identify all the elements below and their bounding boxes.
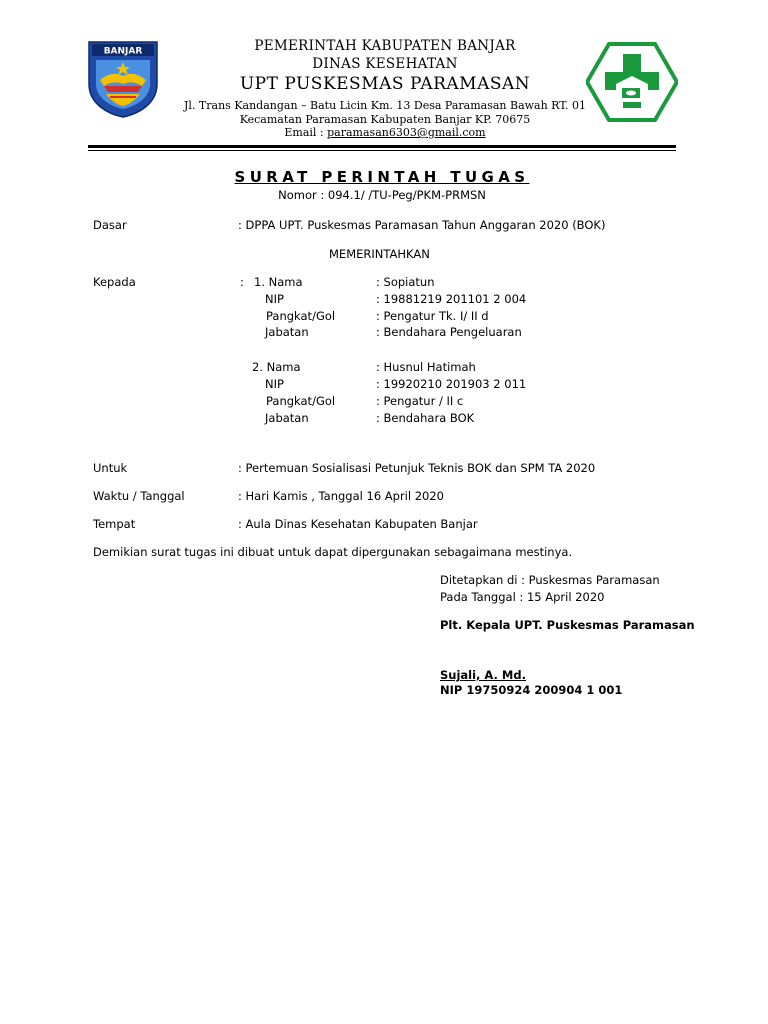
tempat-label: Tempat — [93, 517, 136, 531]
person1-jabatan-label: Jabatan — [265, 325, 309, 339]
closing-statement: Demikian surat tugas ini dibuat untuk dapat dipergunakan sebagaimana mestinya. — [93, 545, 573, 559]
signature-date: Pada Tanggal : 15 April 2020 — [440, 590, 605, 604]
header-divider-thin — [88, 150, 676, 151]
person2-jabatan-value: : Bendahara BOK — [376, 411, 475, 425]
header-department: DINAS KESEHATAN — [312, 56, 458, 72]
person1-nip-value: : 19881219 201101 2 004 — [376, 292, 527, 306]
document-number: Nomor : 094.1/ /TU-Peg/PKM-PRMSN — [278, 188, 486, 202]
untuk-label: Untuk — [93, 461, 128, 475]
person2-pangkat-value: : Pengatur / II c — [376, 394, 464, 408]
person2-nip-label: NIP — [265, 377, 284, 391]
untuk-value: : Pertemuan Sosialisasi Petunjuk Teknis BOK dan SPM TA 2020 — [238, 461, 596, 475]
person1-nama-label: 1. Nama — [254, 275, 303, 289]
header-email[interactable]: paramasan6303@gmail.com — [327, 126, 486, 139]
header-email-line — [150, 126, 620, 139]
person2-jabatan-label: Jabatan — [265, 411, 309, 425]
header-district: Kecamatan Paramasan Kabupaten Banjar KP. 70675 — [239, 113, 531, 126]
signature-place: Ditetapkan di : Puskesmas Paramasan — [440, 573, 660, 587]
memerintahkan-heading: MEMERINTAHKAN — [329, 247, 430, 261]
signatory-nip: NIP 19750924 200904 1 001 — [440, 683, 623, 697]
header-email-label: Email : — [284, 126, 328, 139]
signatory-name: Sujali, A. Md. — [440, 668, 526, 682]
puskesmas-logo — [586, 42, 678, 122]
header-address: Jl. Trans Kandangan – Batu Licin Km. 13 Desa Paramasan Bawah RT. 01 — [184, 99, 586, 112]
signature-position: Plt. Kepala UPT. Puskesmas Paramasan — [440, 618, 695, 632]
person1-jabatan-value: : Bendahara Pengeluaran — [376, 325, 522, 339]
kepada-colon: : — [240, 275, 244, 289]
dasar-label: Dasar — [93, 218, 127, 232]
person1-pangkat-value: : Pengatur Tk. I/ II d — [376, 309, 489, 323]
dasar-value: : DPPA UPT. Puskesmas Paramasan Tahun Anggaran 2020 (BOK) — [238, 218, 606, 232]
person2-pangkat-label: Pangkat/Gol — [266, 394, 336, 408]
waktu-value: : Hari Kamis , Tanggal 16 April 2020 — [238, 489, 444, 503]
tempat-value: : Aula Dinas Kesehatan Kabupaten Banjar — [238, 517, 478, 531]
person2-nip-value: : 19920210 201903 2 011 — [376, 377, 527, 391]
header-divider-thick — [88, 145, 676, 148]
kepada-label: Kepada — [93, 275, 136, 289]
person2-nama-value: : Husnul Hatimah — [376, 360, 476, 374]
person1-pangkat-label: Pangkat/Gol — [266, 309, 336, 323]
waktu-label: Waktu / Tanggal — [93, 489, 185, 503]
person2-nama-label: 2. Nama — [252, 360, 301, 374]
person1-nip-label: NIP — [265, 292, 284, 306]
person1-nama-value: : Sopiatun — [376, 275, 435, 289]
header-institution: UPT PUSKESMAS PARAMASAN — [239, 74, 531, 94]
header-government: PEMERINTAH KABUPATEN BANJAR — [254, 38, 516, 54]
logo-banjar-text: BANJAR — [103, 46, 143, 57]
kabupaten-banjar-logo — [86, 40, 160, 118]
document-title: SURAT PERINTAH TUGAS — [234, 168, 530, 186]
